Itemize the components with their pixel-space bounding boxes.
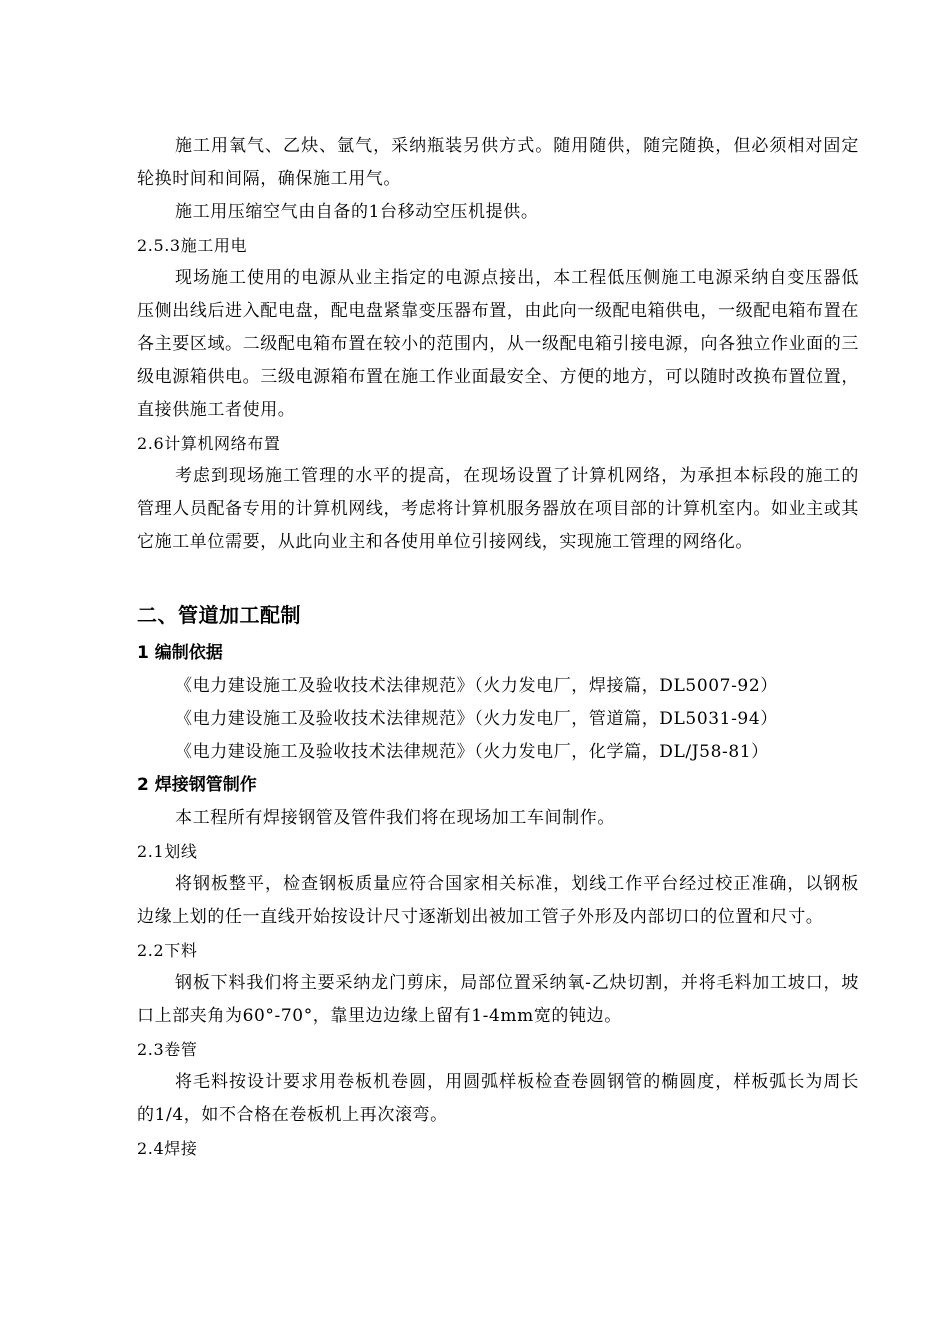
paragraph-marking: 将钢板整平，检查钢板质量应符合国家相关标准，划线工作平台经过校正准确，以钢板边缘上划的任一直线开始按设计尺寸逐渐划出被加工管子外形及内部切口的位置和尺寸。 bbox=[137, 874, 859, 927]
reference-item: 《电力建设施工及验收技术法律规范》（火力发电厂，管道篇，DL5031-94） bbox=[175, 709, 778, 729]
heading-welded-pipe: 2 焊接钢管制作 bbox=[137, 775, 257, 795]
reference-item: 《电力建设施工及验收技术法律规范》（火力发电厂，焊接篇，DL5007-92） bbox=[175, 676, 778, 696]
subsection-heading-2-4: 2.4焊接 bbox=[137, 1139, 198, 1158]
paragraph-rolling: 将毛料按设计要求用卷板机卷圆，用圆弧样板检查卷圆钢管的椭圆度，样板弧长为周长的1/4，如不合格在卷板机上再次滚弯。 bbox=[137, 1072, 859, 1125]
paragraph-welded-pipe: 本工程所有焊接钢管及管件我们将在现场加工车间制作。 bbox=[175, 808, 615, 828]
paragraph-compressed-air: 施工用压缩空气由自备的1台移动空压机提供。 bbox=[175, 202, 539, 222]
document-body bbox=[137, 130, 859, 1165]
paragraph-computer-network: 考虑到现场施工管理的水平的提高，在现场设置了计算机网络，为承担本标段的施工的管理人员配备专用的计算机网线，考虑将计算机服务器放在项目部的计算机室内。如业主或其它施工单位需要，从此向业主和各使用单位引接网线，实现施工管理的网络化。 bbox=[137, 466, 859, 552]
paragraph-power-supply: 现场施工使用的电源从业主指定的电源点接出，本工程低压侧施工电源采纳自变压器低压侧出线后进入配电盘，配电盘紧靠变压器布置，由此向一级配电箱供电，一级配电箱布置在各主要区域。二级配电箱布置在较小的范围内，从一级配电箱引接电源，向各独立作业面的三级电源箱供电。三级电源箱布置在施工作业面最安全、方便的地方，可以随时改换布置位置，直接供施工者使用。 bbox=[137, 268, 859, 420]
paragraph-gas-supply: 施工用氧气、乙炔、氩气，采纳瓶装另供方式。随用随供，随完随换，但必须相对固定轮换时间和间隔，确保施工用气。 bbox=[137, 136, 859, 189]
subsection-heading-2-6: 2.6计算机网络布置 bbox=[137, 434, 281, 453]
section-title-pipe-fabrication: 二、管道加工配制 bbox=[137, 603, 301, 627]
subsection-heading-2-5-3: 2.5.3施工用电 bbox=[137, 236, 248, 255]
paragraph-cutting: 钢板下料我们将主要采纳龙门剪床，局部位置采纳氧-乙炔切割，并将毛料加工坡口，坡口上部夹角为60°-70°，靠里边边缘上留有1-4mm宽的钝边。 bbox=[137, 973, 859, 1026]
heading-compilation-basis: 1 编制依据 bbox=[137, 643, 223, 663]
subsection-heading-2-3: 2.3卷管 bbox=[137, 1040, 198, 1059]
subsection-heading-2-1: 2.1划线 bbox=[137, 842, 198, 861]
reference-item: 《电力建设施工及验收技术法律规范》（火力发电厂，化学篇，DL/J58-81） bbox=[175, 742, 769, 762]
subsection-heading-2-2: 2.2下料 bbox=[137, 941, 198, 960]
